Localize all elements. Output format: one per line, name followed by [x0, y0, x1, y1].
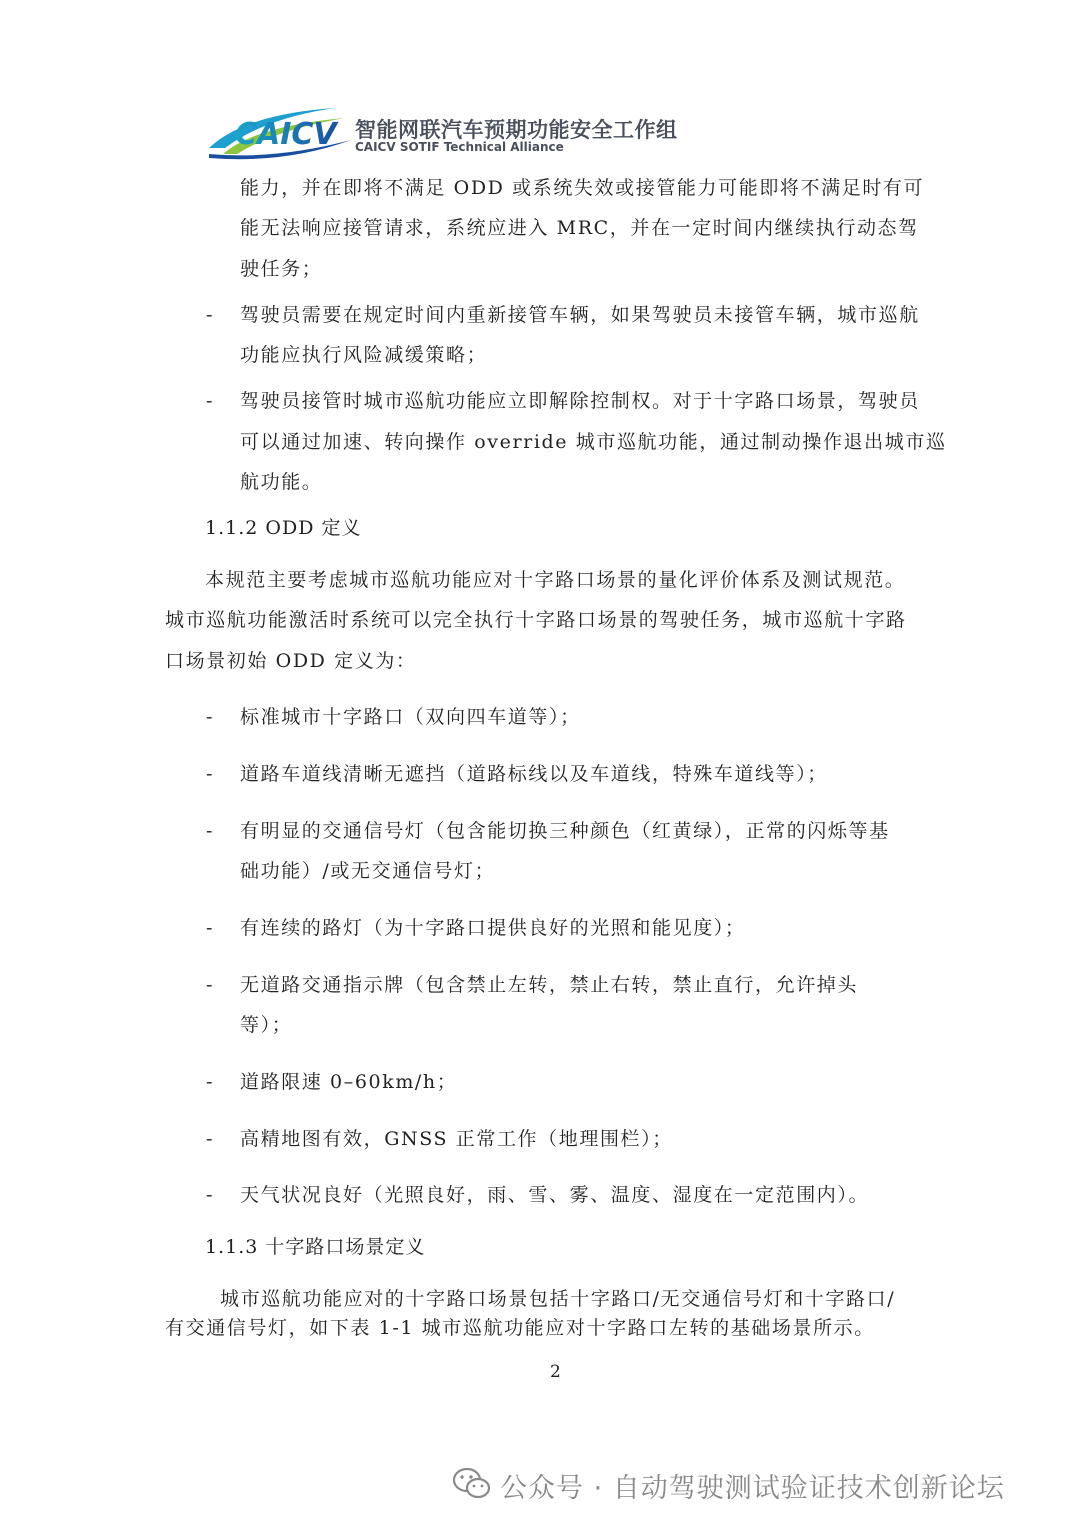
org-name-cn: 智能网联汽车预期功能安全工作组 — [355, 118, 678, 142]
list-item: 道路车道线清晰无遮挡（道路标线以及车道线，特殊车道线等）； — [240, 763, 828, 785]
paragraph-line: 城市巡航功能激活时系统可以完全执行十字路口场景的驾驶任务，城市巡航十字路 — [165, 609, 907, 631]
bullet-dash: - — [206, 1128, 213, 1150]
bullet-dash: - — [206, 304, 213, 326]
list-item: 有连续的路灯（为十字路口提供良好的光照和能见度）； — [240, 917, 746, 939]
bullet-line: 驾驶员接管时城市巡航功能应立即解除控制权。对于十字路口场景，驾驶员 — [240, 390, 920, 412]
bullet-dash: - — [206, 1184, 213, 1206]
bullet-dash: - — [206, 974, 213, 996]
list-item: 标准城市十字路口（双向四车道等）； — [240, 706, 581, 728]
list-item: 道路限速 0–60km/h； — [240, 1071, 458, 1093]
paragraph-line: 本规范主要考虑城市巡航功能应对十字路口场景的量化评价体系及测试规范。 — [205, 569, 906, 591]
paragraph-line: 能力，并在即将不满足 ODD 或系统失效或接管能力可能即将不满足时有可 — [240, 177, 925, 199]
bullet-dash: - — [206, 820, 213, 842]
paragraph-line: 驶任务； — [240, 258, 323, 280]
list-item: 高精地图有效，GNSS 正常工作（地理围栏）； — [240, 1128, 673, 1150]
paragraph-line: 能无法响应接管请求，系统应进入 MRC，并在一定时间内继续执行动态驾 — [240, 217, 919, 239]
list-item: 有明显的交通信号灯（包含能切换三种颜色（红黄绿），正常的闪烁等基 — [240, 820, 890, 842]
watermark-text: 公众号 · 自动驾驶测试验证技术创新论坛 — [500, 1473, 1005, 1504]
bullet-line: 可以通过加速、转向操作 override 城市巡航功能，通过制动操作退出城市巡 — [240, 431, 947, 453]
list-item: 无道路交通指示牌（包含禁止左转，禁止右转，禁止直行，允许掉头 — [240, 974, 859, 996]
bullet-dash: - — [206, 706, 213, 728]
list-item: 础功能）/或无交通信号灯； — [240, 860, 496, 882]
wechat-icon — [452, 1466, 492, 1502]
section-heading-intersection: 1.1.3 十字路口场景定义 — [205, 1236, 426, 1258]
paragraph-line: 有交通信号灯，如下表 1-1 城市巡航功能应对十字路口左转的基础场景所示。 — [165, 1317, 875, 1339]
bullet-line: 功能应执行风险减缓策略； — [240, 344, 488, 366]
paragraph-line: 口场景初始 ODD 定义为： — [165, 650, 417, 672]
bullet-dash: - — [206, 917, 213, 939]
page-number: 2 — [550, 1362, 561, 1382]
bullet-dash: - — [206, 763, 213, 785]
org-name-en: CAICV SOTIF Technical Alliance — [355, 140, 564, 154]
caicv-logo-icon — [205, 104, 355, 160]
bullet-dash: - — [206, 390, 213, 412]
paragraph-line: 城市巡航功能应对的十字路口场景包括十字路口/无交通信号灯和十字路口/ — [220, 1288, 896, 1310]
svg-text:CAICV: CAICV — [235, 117, 337, 152]
bullet-line: 驾驶员需要在规定时间内重新接管车辆，如果驾驶员未接管车辆，城市巡航 — [240, 304, 920, 326]
header-logo — [205, 104, 685, 160]
list-item: 天气状况良好（光照良好，雨、雪、雾、温度、湿度在一定范围内）。 — [240, 1184, 870, 1206]
list-item: 等）； — [240, 1014, 293, 1036]
bullet-dash: - — [206, 1071, 213, 1093]
bullet-line: 航功能。 — [240, 471, 323, 493]
section-heading-odd: 1.1.2 ODD 定义 — [205, 517, 362, 539]
